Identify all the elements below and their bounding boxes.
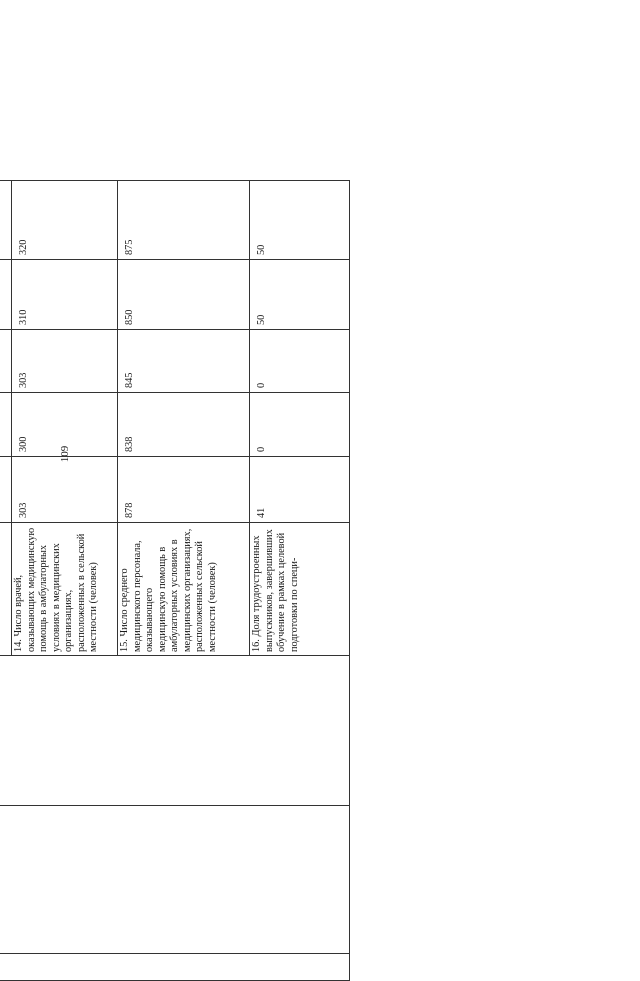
indicator-description: 14. Число врачей, оказывающих медицинскую помощь в амбулаторных условиях в медицинских организациях, расположенных в сельской местности (человек) xyxy=(12,523,118,656)
value-cell xyxy=(0,393,12,457)
value-cell: 41 xyxy=(250,457,350,523)
value-cell: 878 xyxy=(118,457,250,523)
value-cell xyxy=(0,330,12,393)
value-cell: 310 xyxy=(12,260,118,330)
value-cell xyxy=(0,181,12,260)
value-cell: 50 xyxy=(250,260,350,330)
table-cell xyxy=(0,954,350,981)
value-cell: 300 xyxy=(12,393,118,457)
value-cell: 320 xyxy=(12,181,118,260)
indicator-description: 15. Число среднего медицинского персонала, оказывающего медицинскую помощь в амбулаторных условиях в медицинских организациях, расположенных сельской местности (человек) xyxy=(118,523,250,656)
indicator-description: 16. Доля трудоустроенных выпускников, завершивших обучение в рамках целевой подготовки по специ- xyxy=(250,523,350,656)
indicator-description xyxy=(0,523,12,656)
value-cell: 50 xyxy=(250,181,350,260)
indicator-table xyxy=(0,181,349,981)
value-cell: 303 xyxy=(12,457,118,523)
value-cell: 0 xyxy=(250,330,350,393)
value-cell: 850 xyxy=(118,260,250,330)
table-cell xyxy=(0,656,350,806)
value-cell: 303 xyxy=(12,330,118,393)
value-cell: 838 xyxy=(118,393,250,457)
value-cell xyxy=(0,260,12,330)
value-cell: 845 xyxy=(118,330,250,393)
table-row xyxy=(0,181,12,981)
value-cell: 0 xyxy=(250,393,350,457)
value-cell: 875 xyxy=(118,181,250,260)
table-cell xyxy=(0,806,350,954)
page-number: 109 xyxy=(59,445,71,463)
value-cell xyxy=(0,457,12,523)
